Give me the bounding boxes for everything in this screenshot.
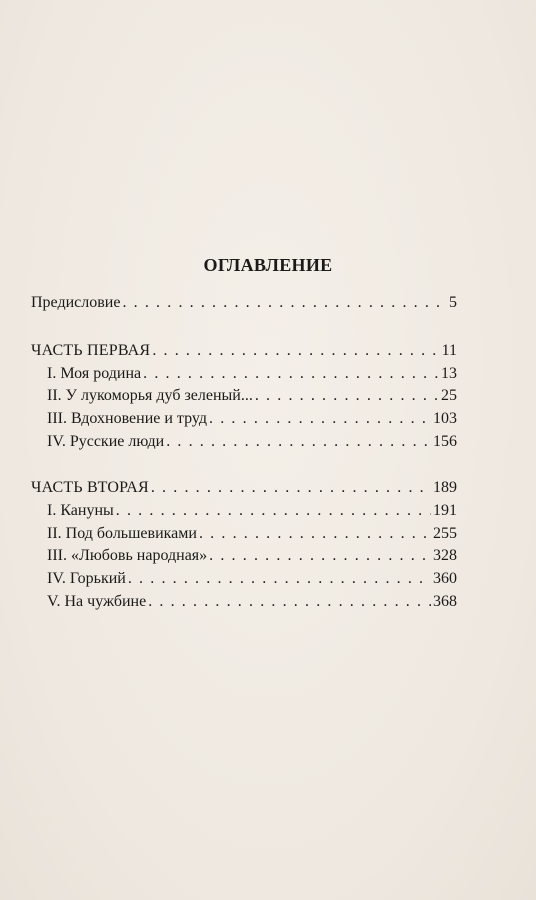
toc-part-page: 11 (441, 342, 457, 359)
toc-part-page: 189 (433, 479, 457, 496)
toc-entry-label: III. «Любовь народная» (47, 547, 208, 564)
toc-entry-p1-ch3[interactable] (47, 409, 457, 429)
toc-heading: ОГЛАВЛЕНИЕ (203, 255, 333, 275)
leader-dots (166, 432, 431, 452)
toc-entry-page: 255 (433, 525, 457, 542)
toc-entry-p2-ch3[interactable] (47, 546, 457, 566)
leader-dots (209, 546, 431, 566)
toc-entry-page: 191 (433, 502, 457, 519)
toc-entry-label: I. Моя родина (47, 365, 142, 382)
toc-entry-page: 13 (441, 365, 457, 382)
toc-part-label: ЧАСТЬ ВТОРАЯ (31, 479, 149, 496)
toc-entry-p1-ch4[interactable] (47, 432, 457, 452)
toc-entry-p1-ch1[interactable] (47, 364, 457, 384)
leader-dots (122, 293, 447, 313)
leader-dots (152, 341, 439, 361)
leader-dots (255, 386, 439, 406)
toc-entry-p2-ch4[interactable] (47, 569, 457, 589)
leader-dots (151, 478, 431, 498)
toc-part-label: ЧАСТЬ ПЕРВАЯ (31, 342, 151, 359)
leader-dots (148, 592, 431, 612)
toc-part-one[interactable] (31, 341, 457, 361)
toc-entry-label: Предисловие (31, 294, 121, 311)
toc-entry-page: 25 (441, 387, 457, 404)
toc-entry-page: 368 (433, 593, 457, 610)
toc-entry-p2-ch2[interactable] (47, 524, 457, 544)
leader-dots (199, 524, 431, 544)
toc-entry-label: IV. Русские люди (47, 433, 165, 450)
toc-entry-page: 328 (433, 547, 457, 564)
leader-dots (116, 501, 431, 521)
toc-entry-preface[interactable] (31, 293, 457, 313)
toc-entry-label: IV. Горький (47, 570, 126, 587)
toc-entry-label: II. У лукоморья дуб зеленый... (47, 387, 253, 404)
toc-entry-page: 156 (433, 433, 457, 450)
toc-entry-page: 103 (433, 410, 457, 427)
toc-entry-page: 5 (449, 294, 457, 311)
toc-entry-label: III. Вдохновение и труд (47, 410, 208, 427)
toc-entry-p2-ch5[interactable] (47, 592, 457, 612)
toc-entry-page: 360 (433, 570, 457, 587)
toc-entry-p1-ch2[interactable] (47, 386, 457, 406)
toc-entry-label: I. Кануны (47, 502, 114, 519)
leader-dots (128, 569, 431, 589)
toc-part-two[interactable] (31, 478, 457, 498)
toc-entry-label: II. Под большевиками (47, 525, 197, 542)
toc-entry-label: V. На чужбине (47, 593, 147, 610)
toc-entry-p2-ch1[interactable] (47, 501, 457, 521)
leader-dots (143, 364, 439, 384)
leader-dots (209, 409, 431, 429)
